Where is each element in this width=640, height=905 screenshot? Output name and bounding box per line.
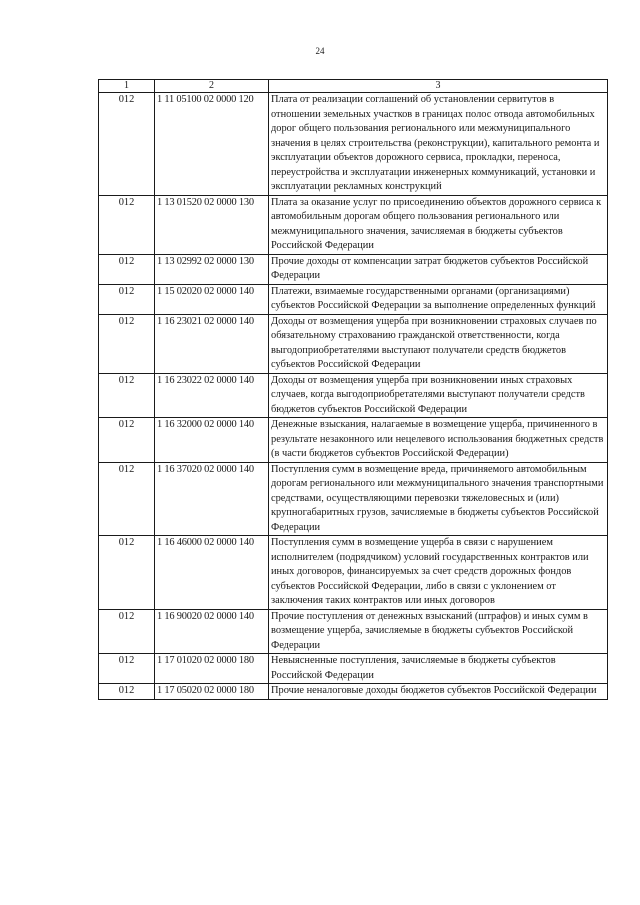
revenue-name-cell: Поступления сумм в возмещение ущерба в связи с нарушением исполнителем (подрядчиком) условий государственных контрактов или иных договоров, финансируемых за счет средств дорожных фондов субъектов Российской Федерации, либо в связи с уклонением от заключения таких контрактов или иных договоров xyxy=(269,536,608,610)
admin-code-cell: 012 xyxy=(99,609,155,654)
revenue-code-cell: 1 17 05020 02 0000 180 xyxy=(155,684,269,700)
header-col-3: 3 xyxy=(269,80,608,93)
admin-code-cell: 012 xyxy=(99,536,155,610)
admin-code-cell: 012 xyxy=(99,314,155,373)
table-row xyxy=(99,684,608,700)
admin-code-cell: 012 xyxy=(99,654,155,684)
revenue-name-cell: Доходы от возмещения ущерба при возникновении иных страховых случаев, когда выгодоприобретателями выступают получатели средств бюджетов субъектов Российской Федерации xyxy=(269,373,608,418)
table-row xyxy=(99,418,608,463)
table-row xyxy=(99,536,608,610)
revenue-name-cell: Денежные взыскания, налагаемые в возмещение ущерба, причиненного в результате незаконного или нецелевого использования бюджетных средств (в части бюджетов субъектов Российской Федерации) xyxy=(269,418,608,463)
table-row xyxy=(99,609,608,654)
revenue-code-cell: 1 17 01020 02 0000 180 xyxy=(155,654,269,684)
revenue-code-cell: 1 16 37020 02 0000 140 xyxy=(155,462,269,536)
admin-code-cell: 012 xyxy=(99,195,155,254)
revenue-code-cell: 1 15 02020 02 0000 140 xyxy=(155,284,269,314)
revenue-name-cell: Прочие неналоговые доходы бюджетов субъектов Российской Федерации xyxy=(269,684,608,700)
table-row xyxy=(99,284,608,314)
revenue-code-cell: 1 16 46000 02 0000 140 xyxy=(155,536,269,610)
admin-code-cell: 012 xyxy=(99,93,155,196)
header-col-2: 2 xyxy=(155,80,269,93)
revenue-name-cell: Невыясненные поступления, зачисляемые в бюджеты субъектов Российской Федерации xyxy=(269,654,608,684)
revenue-code-cell: 1 16 23021 02 0000 140 xyxy=(155,314,269,373)
table-header-row xyxy=(99,80,608,93)
admin-code-cell: 012 xyxy=(99,462,155,536)
revenue-code-cell: 1 16 90020 02 0000 140 xyxy=(155,609,269,654)
page-number: 24 xyxy=(315,46,325,56)
revenue-name-cell: Доходы от возмещения ущерба при возникновении страховых случаев по обязательному страхованию гражданской ответственности, когда выгодоприобретателями выступают получатели средств бюджетов субъектов Российской Федерации xyxy=(269,314,608,373)
revenue-name-cell: Поступления сумм в возмещение вреда, причиняемого автомобильным дорогам регионального или межмуниципального значения транспортными средствами, осуществляющими перевозки тяжеловесных и (или) крупногабаритных грузов, зачисляемые в бюджеты субъектов Российской Федерации xyxy=(269,462,608,536)
revenue-name-cell: Прочие поступления от денежных взысканий (штрафов) и иных сумм в возмещение ущерба, зачисляемые в бюджеты субъектов Российской Федерации xyxy=(269,609,608,654)
revenue-name-cell: Плата за оказание услуг по присоединению объектов дорожного сервиса к автомобильным дорогам общего пользования регионального или межмуниципального значения, зачисляемая в бюджеты субъектов Российской Федерации xyxy=(269,195,608,254)
revenue-code-cell: 1 16 32000 02 0000 140 xyxy=(155,418,269,463)
admin-code-cell: 012 xyxy=(99,284,155,314)
admin-code-cell: 012 xyxy=(99,373,155,418)
admin-code-cell: 012 xyxy=(99,684,155,700)
table-row xyxy=(99,462,608,536)
header-col-1: 1 xyxy=(99,80,155,93)
revenue-name-cell: Плата от реализации соглашений об установлении сервитутов в отношении земельных участков в границах полос отвода автомобильных дорог общего пользования регионального или межмуниципального значения в целях строительства (реконструкции), капитального ремонта и эксплуатации объектов дорожного сервиса, прокладки, переноса, переустройства и эксплуатации инженерных коммуникаций, установки и эксплуатации рекламных конструкций xyxy=(269,93,608,196)
table-row xyxy=(99,373,608,418)
revenue-name-cell: Прочие доходы от компенсации затрат бюджетов субъектов Российской Федерации xyxy=(269,254,608,284)
admin-code-cell: 012 xyxy=(99,254,155,284)
admin-code-cell: 012 xyxy=(99,418,155,463)
revenue-code-cell: 1 13 01520 02 0000 130 xyxy=(155,195,269,254)
revenue-code-cell: 1 13 02992 02 0000 130 xyxy=(155,254,269,284)
table-row xyxy=(99,93,608,196)
revenue-code-cell: 1 11 05100 02 0000 120 xyxy=(155,93,269,196)
revenue-code-cell: 1 16 23022 02 0000 140 xyxy=(155,373,269,418)
table-row xyxy=(99,254,608,284)
revenue-name-cell: Платежи, взимаемые государственными органами (организациями) субъектов Российской Федерации за выполнение определенных функций xyxy=(269,284,608,314)
revenue-codes-table xyxy=(98,79,608,700)
table-row xyxy=(99,314,608,373)
table-row xyxy=(99,654,608,684)
table-row xyxy=(99,195,608,254)
